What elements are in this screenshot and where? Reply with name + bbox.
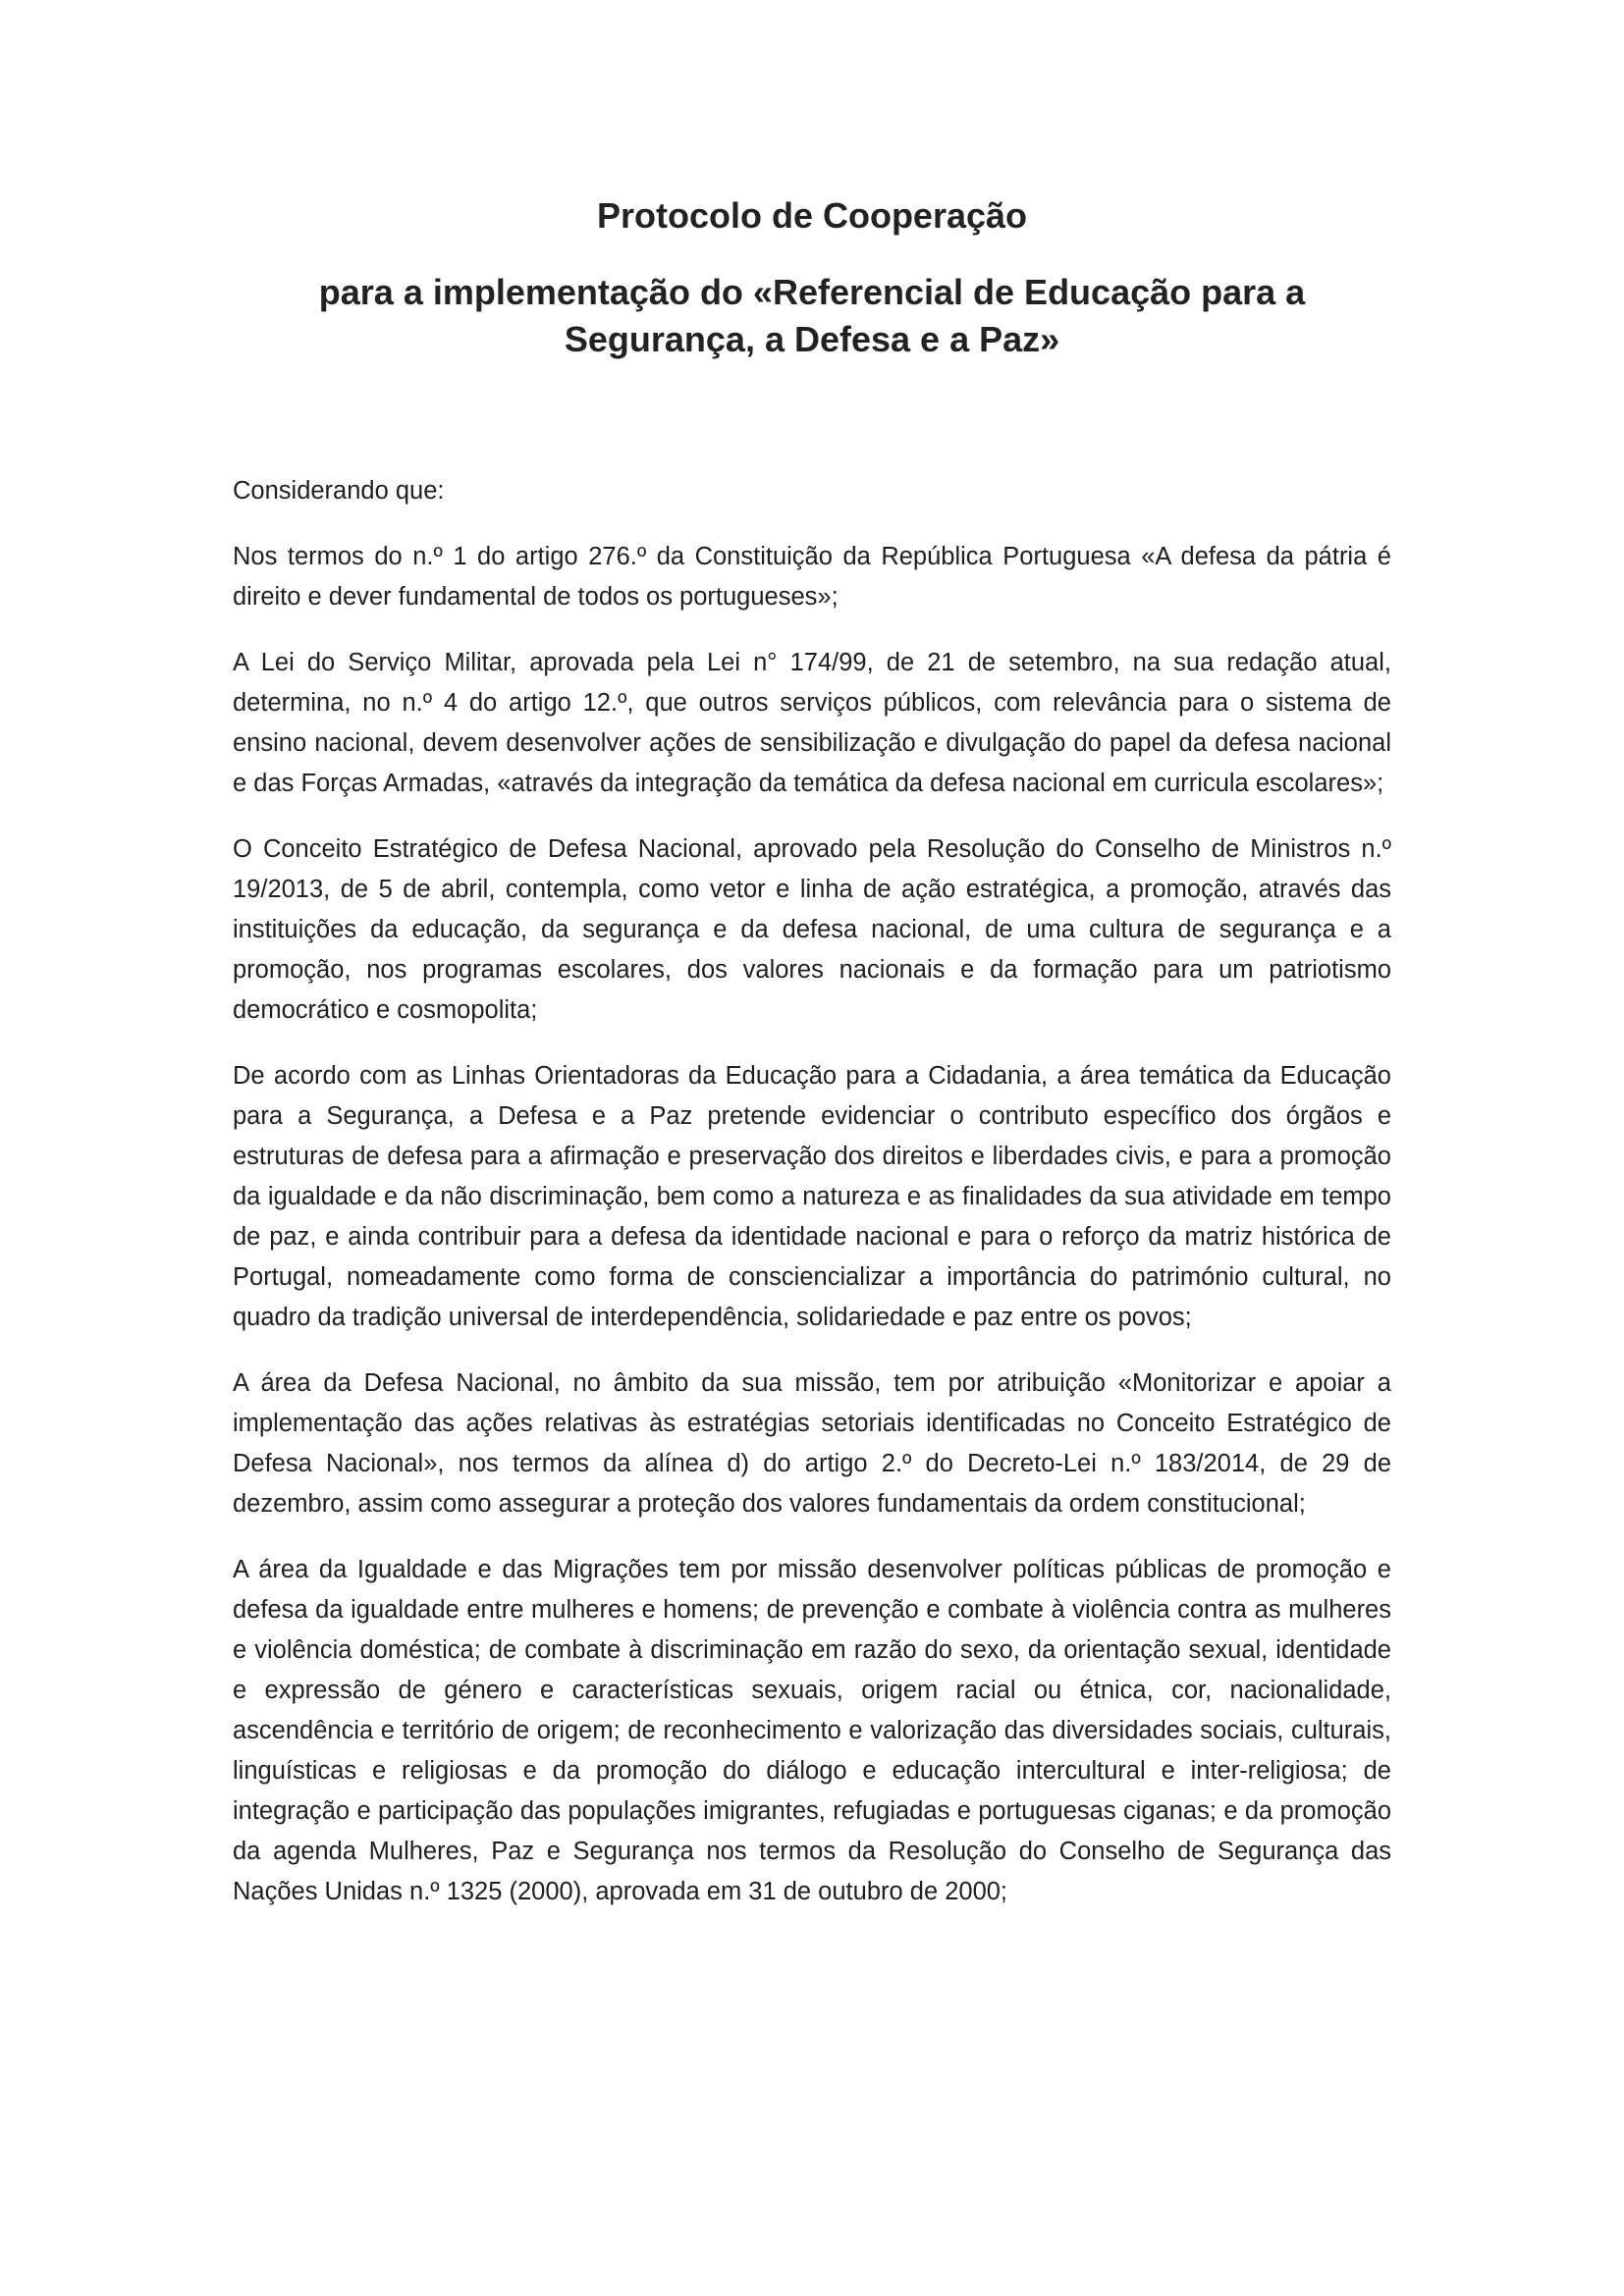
document-subtitle-line-2: Segurança, a Defesa e a Paz»	[564, 319, 1060, 359]
paragraph: O Conceito Estratégico de Defesa Nacional, aprovado pela Resolução do Conselho de Ministros n.º 19/2013, de 5 de abril, contempla, como vetor e linha de ação estratégica, a promoção, através das instituições da educação, da segurança e da defesa nacional, de uma cultura de segurança e a promoção, nos programas escolares, dos valores nacionais e da formação para um patriotismo democrático e cosmopolita;	[233, 835, 1391, 1024]
document-subtitle-line-1: para a implementação do «Referencial de Educação para a	[318, 272, 1306, 312]
document-body	[233, 471, 1391, 1938]
intro-text: Considerando que:	[233, 477, 445, 505]
paragraph: A área da Defesa Nacional, no âmbito da sua missão, tem por atribuição «Monitorizar e apoiar a implementação das ações relativas às estratégias setoriais identificadas no Conceito Estratégico de Defesa Nacional», nos termos da alínea d) do artigo 2.º do Decreto-Lei n.º 183/2014, de 29 de dezembro, assim como assegurar a proteção dos valores fundamentais da ordem constitucional;	[233, 1369, 1391, 1518]
paragraph: A área da Igualdade e das Migrações tem por missão desenvolver políticas públicas de promoção e defesa da igualdade entre mulheres e homens; de prevenção e combate à violência contra as mulheres e violência doméstica; de combate à discriminação em razão do sexo, da orientação sexual, identidade e expressão de género e características sexuais, origem racial ou étnica, cor, nacionalidade, ascendência e território de origem; de reconhecimento e valorização das diversidades sociais, culturais, linguísticas e religiosas e da promoção do diálogo e educação intercultural e inter-religiosa; de integração e participação das populações imigrantes, refugiadas e portuguesas ciganas; e da promoção da agenda Mulheres, Paz e Segurança nos termos da Resolução do Conselho de Segurança das Nações Unidas n.º 1325 (2000), aprovada em 31 de outubro de 2000;	[233, 1556, 1391, 1905]
document-header	[196, 192, 1428, 363]
paragraph: Nos termos do n.º 1 do artigo 276.º da Constituição da República Portuguesa «A defesa da pátria é direito e dever fundamental de todos os portugueses»;	[233, 543, 1391, 611]
document-title: Protocolo de Cooperação	[596, 195, 1028, 236]
paragraph: A Lei do Serviço Militar, aprovada pela Lei n° 174/99, de 21 de setembro, na sua redação atual, determina, no n.º 4 do artigo 12.º, que outros serviços públicos, com relevância para o sistema de ensino nacional, devem desenvolver ações de sensibilização e divulgação do papel da defesa nacional e das Forças Armadas, «através da integração da temática da defesa nacional em curricula escolares»;	[233, 649, 1391, 797]
paragraph: De acordo com as Linhas Orientadoras da Educação para a Cidadania, a área temática da Educação para a Segurança, a Defesa e a Paz pretende evidenciar o contributo específico dos órgãos e estruturas de defesa para a afirmação e preservação dos direitos e liberdades civis, e para a promoção da igualdade e da não discriminação, bem como a natureza e as finalidades da sua atividade em tempo de paz, e ainda contribuir para a defesa da identidade nacional e para o reforço da matriz histórica de Portugal, nomeadamente como forma de consciencializar a importância do património cultural, no quadro da tradição universal de interdependência, solidariedade e paz entre os povos;	[233, 1062, 1391, 1331]
